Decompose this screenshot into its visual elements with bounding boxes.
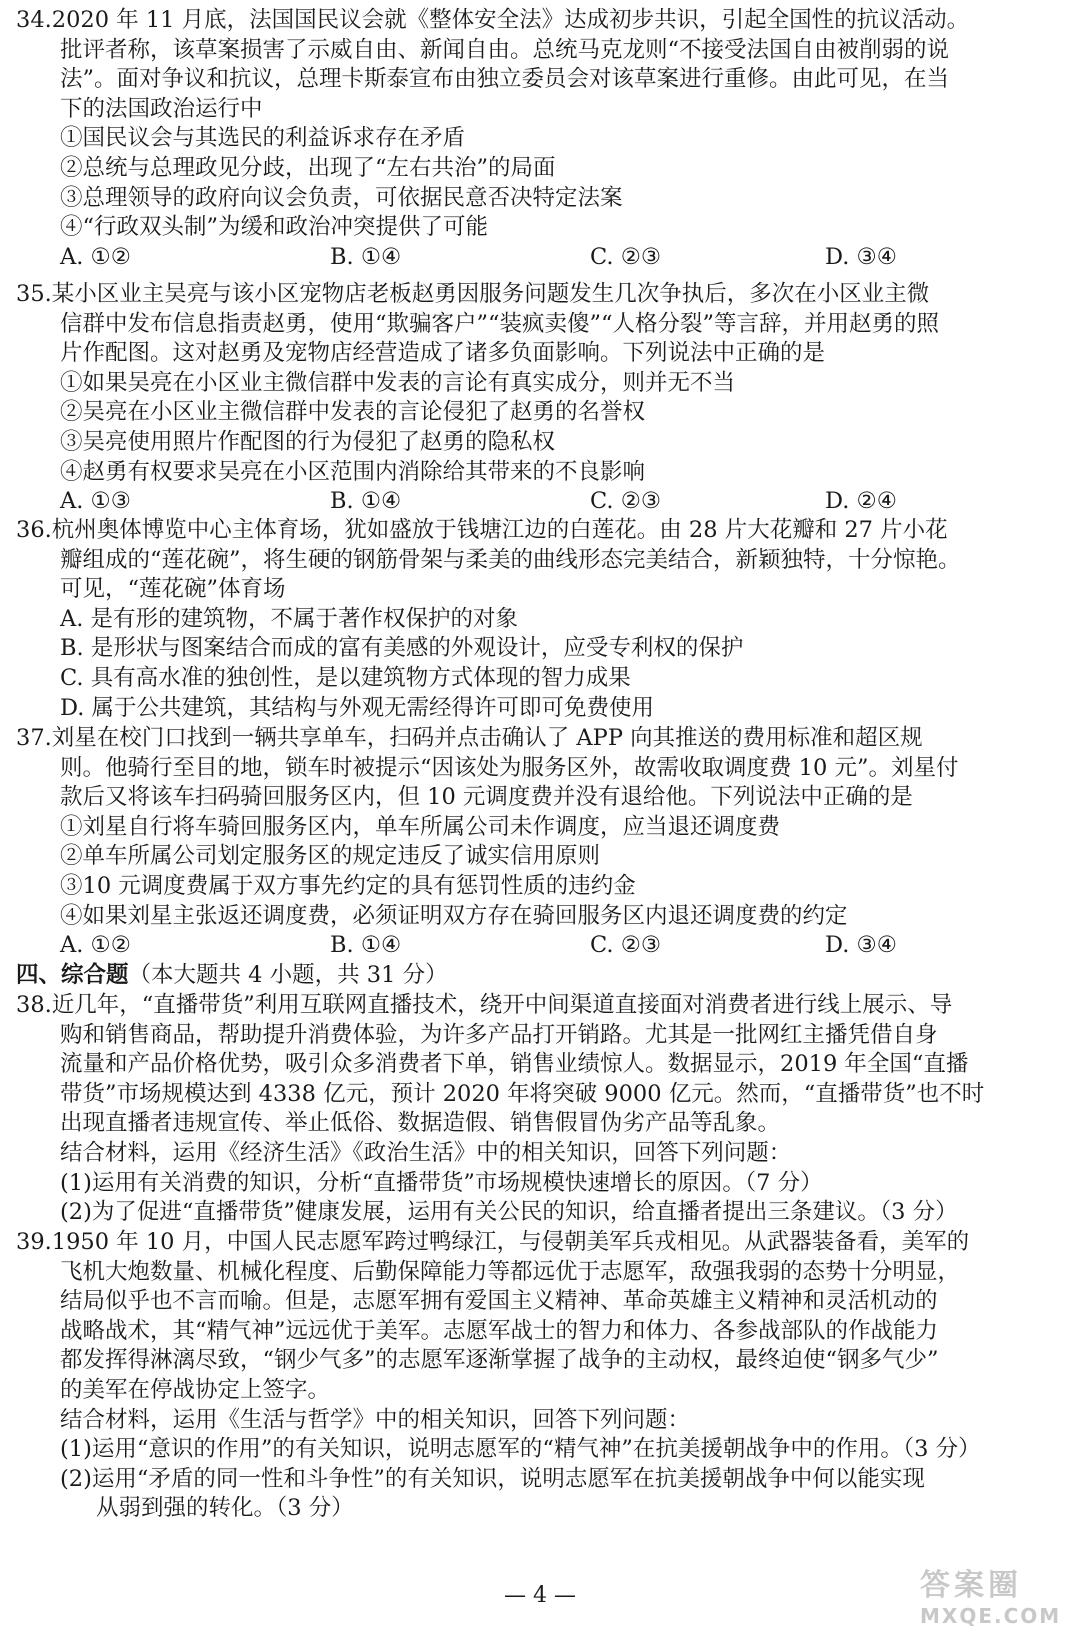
question-37-line: 款后又将该车扫码骑回服务区内，但 10 元调度费并没有退给他。下列说法中正确的是 xyxy=(60,784,913,811)
question-35-statement: ②吴亮在小区业主微信群中发表的言论侵犯了赵勇的名誉权 xyxy=(60,399,646,426)
question-34-statement: ②总统与总理政见分歧，出现了“左右共治”的局面 xyxy=(60,154,556,181)
question-35-options xyxy=(16,487,1056,517)
question-38-line: 38.近几年，“直播带货”利用互联网直播技术，绕开中间渠道直接面对消费者进行线上展示、导 xyxy=(16,992,953,1018)
question-34-line: 法”。面对争议和抗议，总理卡斯泰宣布由独立委员会对该草案进行重修。由此可见，在当 xyxy=(60,66,950,93)
question-34-options xyxy=(16,243,1056,273)
option-c: C. ②③ xyxy=(590,243,662,270)
question-37 xyxy=(16,724,1056,961)
question-36-line: 可见，“莲花碗”体育场 xyxy=(60,576,286,603)
question-36-option: A. 是有形的建筑物，不属于著作权保护的对象 xyxy=(60,605,519,632)
question-38-line: 带货”市场规模达到 4338 亿元，预计 2020 年将突破 9000 亿元。然而，“直播带货”也不时 xyxy=(60,1080,985,1107)
option-b: B. ①④ xyxy=(330,488,402,515)
question-35-line: 片作配图。这对赵勇及宠物店经营造成了诸多负面影响。下列说法中正确的是 xyxy=(60,340,826,367)
question-38-line: 购和销售商品，帮助提升消费体验，为许多产品打开销路。尤其是一批网红主播凭借自身 xyxy=(60,1021,938,1048)
question-38 xyxy=(16,991,1056,1228)
question-39-line: 都发挥得淋漓尽致，“钢少气多”的志愿军逐渐掌握了战争的主动权，最终迫使“钢多气少” xyxy=(60,1347,939,1374)
question-36-line: 36.杭州奥体博览中心主体育场，犹如盛放于钱塘江边的白莲花。由 28 片大花瓣和 27 片小花 xyxy=(16,517,948,543)
question-37-statement: ③10 元调度费属于双方事先约定的具有惩罚性质的违约金 xyxy=(60,872,636,899)
question-38-line: 出现直播者违规宣传、举止低俗、数据造假、销售假冒伪劣产品等乱象。 xyxy=(60,1110,781,1137)
question-39 xyxy=(16,1228,1056,1524)
question-38-instruction: 结合材料，运用《经济生活》《政治生活》中的相关知识，回答下列问题： xyxy=(60,1139,792,1166)
section-title xyxy=(16,961,1056,991)
question-39-line: 结局似乎也不言而喻。但是，志愿军拥有爱国主义精神、革命英雄主义精神和灵活机动的 xyxy=(60,1288,938,1315)
option-a: A. ①② xyxy=(60,243,131,270)
watermark-logo xyxy=(920,1560,1070,1626)
question-35-line: 信群中发布信息指责赵勇，使用“欺骗客户”“装疯卖傻”“人格分裂”等言辞，并用赵勇的照 xyxy=(60,310,940,337)
option-b: B. ①④ xyxy=(330,932,402,959)
question-39-line: 战略战术，其“精气神”远远优于美军。志愿军战士的智力和体力、各参战部队的作战能力 xyxy=(60,1317,939,1344)
question-34-statement: ④“行政双头制”为缓和政治冲突提供了可能 xyxy=(60,214,489,241)
question-39-instruction: 结合材料，运用《生活与哲学》中的相关知识，回答下列问题： xyxy=(60,1406,691,1433)
question-34 xyxy=(16,6,1056,272)
option-c: C. ②③ xyxy=(590,932,662,959)
question-34-statement: ①国民议会与其选民的利益诉求存在矛盾 xyxy=(60,125,466,152)
question-35-statement: ④赵勇有权要求吴亮在小区范围内消除给其带来的不良影响 xyxy=(60,458,646,485)
question-36-line: 瓣组成的“莲花碗”，将生硬的钢筋骨架与柔美的曲线形态完美结合，新颖独特，十分惊艳。 xyxy=(60,546,961,573)
question-38-subquestion: (2)为了促进“直播带货”健康发展，运用有关公民的知识，给直播者提出三条建议。（3 分） xyxy=(60,1199,958,1226)
question-38-subquestion: (1)运用有关消费的知识，分析“直播带货”市场规模快速增长的原因。（7 分） xyxy=(60,1169,823,1196)
question-39-line: 39.1950 年 10 月，中国人民志愿军跨过鸭绿江，与侵朝美军兵戎相见。从武器装备看，美军的 xyxy=(16,1229,970,1255)
option-b: B. ①④ xyxy=(330,243,402,270)
question-36-option: D. 属于公共建筑，其结构与外观无需经得许可即可免费使用 xyxy=(60,694,655,721)
question-39-subquestion-cont: 从弱到强的转化。（3 分） xyxy=(96,1495,354,1522)
question-34-line: 34.2020 年 11 月底，法国国民议会就《整体安全法》达成初步共识，引起全国性的抗议活动。 xyxy=(16,7,970,33)
watermark-text: 答案圈 xyxy=(920,1568,1022,1603)
section-heading xyxy=(16,961,1056,991)
section-note: （本大题共 4 小题，共 31 分） xyxy=(128,962,448,988)
question-35-line: 35.某小区业主吴亮与该小区宠物店老板赵勇因服务问题发生几次争执后，多次在小区业主微 xyxy=(16,281,930,307)
question-37-statement: ②单车所属公司划定服务区的规定违反了诚实信用原则 xyxy=(60,843,601,870)
question-38-line: 流量和产品价格优势，吸引众多消费者下单，销售业绩惊人。数据显示，2019 年全国“直播 xyxy=(60,1051,969,1078)
question-37-line: 则。他骑行至目的地，锁车时被提示“因该处为服务区外，故需收取调度费 10 元”。刘星付 xyxy=(60,754,959,781)
question-37-statement: ①刘星自行将车骑回服务区内，单车所属公司未作调度，应当退还调度费 xyxy=(60,813,781,840)
option-d: D. ③④ xyxy=(825,243,897,270)
question-35 xyxy=(16,280,1056,517)
question-39-line: 的美军在停战协定上签字。 xyxy=(60,1376,331,1403)
question-39-subquestion: (2)运用“矛盾的同一性和斗争性”的有关知识，说明志愿军在抗美援朝战争中何以能实现 xyxy=(60,1465,925,1492)
question-37-line: 37.刘星在校门口找到一辆共享单车，扫码并点击确认了 APP 向其推送的费用标准和超区规 xyxy=(16,725,923,751)
page-number: — 4 — xyxy=(504,1583,576,1608)
question-36 xyxy=(16,516,1056,723)
option-a: A. ①③ xyxy=(60,488,131,515)
question-39-subquestion: (1)运用“意识的作用”的有关知识，说明志愿军的“精气神”在抗美援朝战争中的作用。（3 分） xyxy=(60,1436,981,1463)
question-35-statement: ①如果吴亮在小区业主微信群中发表的言论有真实成分，则并无不当 xyxy=(60,369,736,396)
question-39-line: 飞机大炮数量、机械化程度、后勤保障能力等都远优于志愿军，敌强我弱的态势十分明显， xyxy=(60,1258,961,1285)
question-36-option: C. 具有高水准的独创性，是以建筑物方式体现的智力成果 xyxy=(60,664,631,691)
section-title-text: 四、综合题 xyxy=(16,962,129,988)
question-35-statement: ③吴亮使用照片作配图的行为侵犯了赵勇的隐私权 xyxy=(60,428,556,455)
question-36-option: B. 是形状与图案结合而成的富有美感的外观设计，应受专利权的保护 xyxy=(60,635,744,662)
question-34-line: 下的法国政治运行中 xyxy=(60,95,263,122)
question-34-statement: ③总理领导的政府向议会负责，可依据民意否决特定法案 xyxy=(60,184,623,211)
option-d: D. ③④ xyxy=(825,932,897,959)
option-a: A. ①② xyxy=(60,932,131,959)
question-34-line: 批评者称，该草案损害了示威自由、新闻自由。总统马克龙则“不接受法国自由被削弱的说 xyxy=(60,36,950,63)
option-d: D. ②④ xyxy=(825,488,897,515)
question-37-statement: ④如果刘星主张返还调度费，必须证明双方存在骑回服务区内退还调度费的约定 xyxy=(60,902,848,929)
option-c: C. ②③ xyxy=(590,488,662,515)
question-37-options xyxy=(16,931,1056,961)
watermark-url: MXQE.COM xyxy=(920,1604,1062,1628)
